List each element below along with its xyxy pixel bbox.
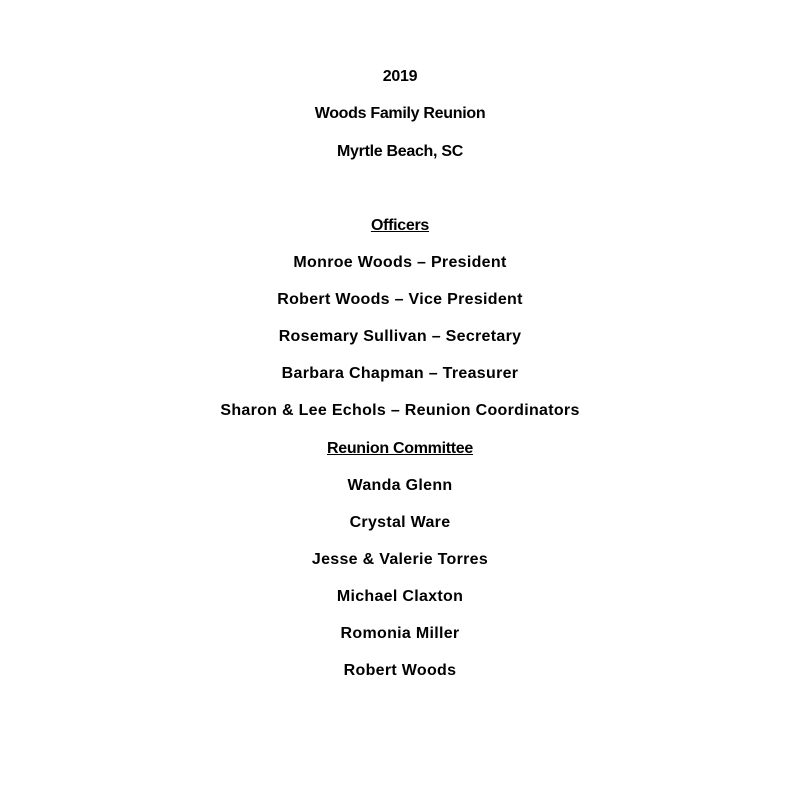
- officer-item: Sharon & Lee Echols – Reunion Coordinators: [220, 402, 580, 419]
- committee-item: Wanda Glenn: [347, 477, 453, 494]
- committee-item: Michael Claxton: [336, 588, 464, 605]
- event-title: Woods Family Reunion: [314, 105, 486, 122]
- officer-item: Barbara Chapman – Treasurer: [281, 365, 519, 382]
- committee-heading: Reunion Committee: [326, 440, 474, 457]
- officer-item: Robert Woods – Vice President: [277, 291, 523, 308]
- committee-item: Jesse & Valerie Torres: [311, 551, 489, 568]
- year-title: 2019: [382, 68, 418, 85]
- officer-item: Rosemary Sullivan – Secretary: [278, 328, 522, 345]
- officer-item: Monroe Woods – President: [293, 254, 507, 271]
- officers-heading: Officers: [370, 217, 430, 234]
- committee-item: Romonia Miller: [340, 625, 460, 642]
- committee-item: Crystal Ware: [349, 514, 451, 531]
- committee-item: Robert Woods: [343, 662, 457, 679]
- location-title: Myrtle Beach, SC: [337, 143, 463, 160]
